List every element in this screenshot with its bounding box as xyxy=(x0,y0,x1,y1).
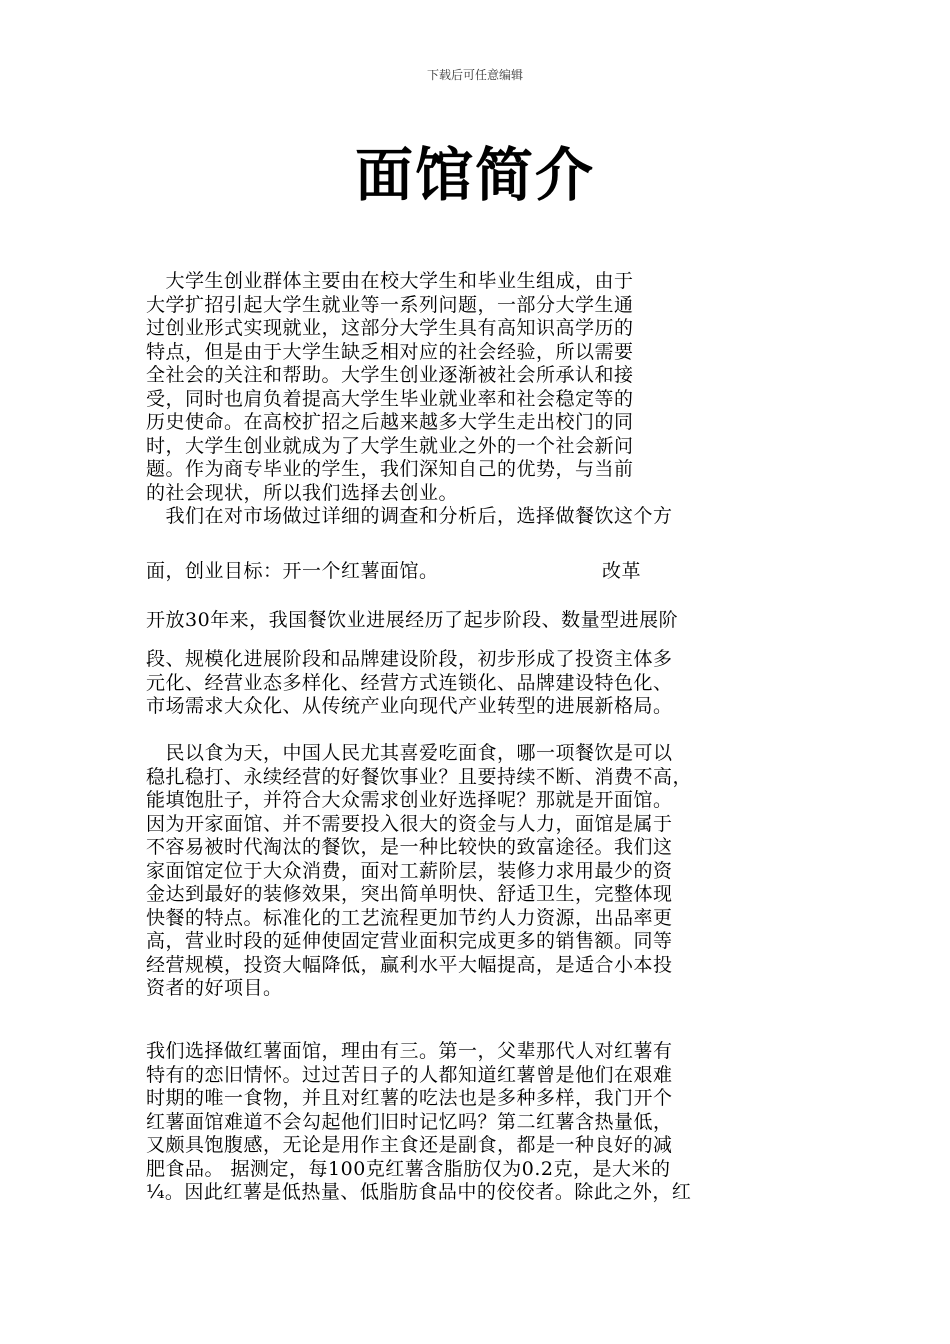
text-line: 段、规模化进展阶段和品牌建设阶段，初步形成了投资主体多 xyxy=(146,648,673,670)
text-line: 不容易被时代淘汰的餐饮，是一种比较快的致富途径。我们这 xyxy=(146,836,673,858)
text-line: 开放30年来，我国餐饮业进展经历了起步阶段、数量型进展阶 xyxy=(146,609,679,631)
text-line: ¼。因此红薯是低热量、低脂肪食品中的佼佼者。除此之外，红 xyxy=(146,1181,692,1203)
text-line: 快餐的特点。标准化的工艺流程更加节约人力资源，出品率更 xyxy=(146,906,673,929)
text-line: 因为开家面馆、并不需要投入很大的资金与人力，面馆是属于 xyxy=(146,812,673,835)
text-line: 题。作为商专毕业的学生，我们深知自己的优势，与当前 xyxy=(146,458,634,480)
text-line: 又颇具饱腹感，无论是用作主食还是副食，都是一种良好的减 xyxy=(146,1134,673,1156)
text-line: 资者的好项目。 xyxy=(146,977,283,999)
text-line: 的社会现状，所以我们选择去创业。 xyxy=(146,481,459,504)
text-line: 肥食品。 据测定，每100克红薯含脂肪仅为0.2克，是大米的 xyxy=(146,1157,671,1180)
text-line: 我们在对市场做过详细的调查和分析后，选择做餐饮这个方 xyxy=(146,505,673,527)
text-line-right: 改革 xyxy=(601,560,641,582)
text-line: 元化、经营业态多样化、经营方式连锁化、品牌建设特色化、 xyxy=(146,671,673,694)
document-title: 面馆简介 xyxy=(354,141,595,209)
text-line: 稳扎稳打、永续经营的好餐饮事业？且要持续不断、消费不高， xyxy=(146,765,693,788)
text-line: 特有的恋旧情怀。过过苦日子的人都知道红薯曾是他们在艰难 xyxy=(146,1063,673,1086)
text-line: 家面馆定位于大众消费，面对工薪阶层，装修力求用最少的资 xyxy=(146,859,673,882)
text-line: 我们选择做红薯面馆，理由有三。第一，父辈那代人对红薯有 xyxy=(146,1040,673,1062)
text-line: 全社会的关注和帮助。大学生创业逐渐被社会所承认和接 xyxy=(146,364,634,386)
text-line: 大学生创业群体主要由在校大学生和毕业生组成，由于 xyxy=(146,270,634,292)
paragraph-industry xyxy=(146,648,673,719)
text-line: 高，营业时段的延伸使固定营业面积完成更多的销售额。同等 xyxy=(146,930,673,952)
industry-line-start xyxy=(146,609,678,633)
text-line: 民以食为天，中国人民尤其喜爱吃面食，哪一项餐饮是可以 xyxy=(146,742,673,764)
text-line: 受，同时也肩负着提高大学生毕业就业率和社会稳定等的 xyxy=(146,387,634,410)
page-header-note: 下载后可任意编辑 xyxy=(426,68,523,82)
text-line: 时，大学生创业就成为了大学生就业之外的一个社会新问 xyxy=(146,434,634,457)
paragraph-noodle-shop xyxy=(146,742,692,1001)
text-line: 红薯面馆难道不会勾起他们旧时记忆吗？第二红薯含热量低， xyxy=(146,1110,673,1133)
paragraph-sweet-potato xyxy=(146,1040,691,1205)
text-line: 大学扩招引起大学生就业等一系列问题，一部分大学生通 xyxy=(146,293,634,316)
text-line: 能填饱肚子，并符合大众需求创业好选择呢？那就是开面馆。 xyxy=(146,789,673,811)
paragraph-intro xyxy=(146,270,673,529)
text-line: 金达到最好的装修效果，突出简单明快、舒适卫生，完整体现 xyxy=(146,883,673,905)
goal-line xyxy=(146,560,796,584)
text-line: 过创业形式实现就业，这部分大学生具有高知识高学历的 xyxy=(146,317,634,339)
text-line: 面，创业目标：开一个红薯面馆。 xyxy=(146,560,439,582)
text-line: 历史使命。在高校扩招之后越来越多大学生走出校门的同 xyxy=(146,411,634,433)
text-line: 经营规模，投资大幅降低，赢利水平大幅提高，是适合小本投 xyxy=(146,953,673,976)
text-line: 时期的唯一食物，并且对红薯的吃法也是多种多样，我门开个 xyxy=(146,1087,673,1109)
text-line: 特点，但是由于大学生缺乏相对应的社会经验，所以需要 xyxy=(146,340,634,363)
text-line: 市场需求大众化、从传统产业向现代产业转型的进展新格局。 xyxy=(146,695,673,717)
